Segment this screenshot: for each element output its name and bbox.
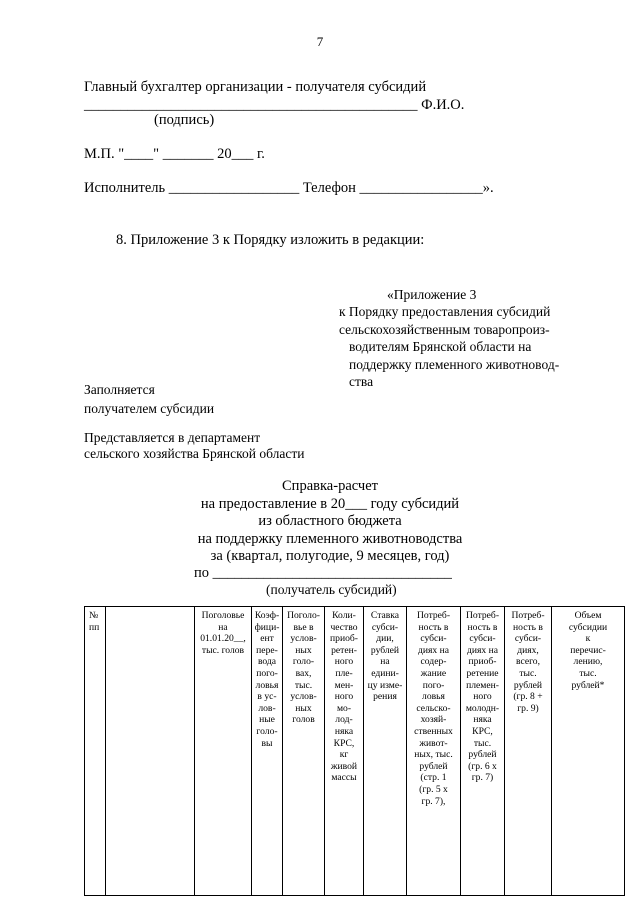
header-cell-line: рублей xyxy=(419,760,448,772)
header-cell-line: дии, xyxy=(376,633,394,645)
title-line: на предоставление в 20___ году субсидий xyxy=(200,495,460,512)
header-cell-line: 01.01.20__, xyxy=(200,633,246,645)
title-line: Справка-расчет xyxy=(282,478,378,494)
header-cell-line: (гр. 8 + xyxy=(513,691,543,703)
recipient-line: по _________________________________ xyxy=(194,565,452,581)
header-cell-line: пого- xyxy=(422,679,445,691)
header-cell-rate xyxy=(364,607,407,896)
header-cell-line: живой xyxy=(330,760,358,772)
header-cell-line: тыс. xyxy=(294,679,313,691)
filled-by-line: Заполняется xyxy=(84,382,155,397)
header-cell-line: племен- xyxy=(466,679,499,691)
filled-by-line: получателем субсидии xyxy=(84,401,215,416)
appendix-line: ства xyxy=(349,374,374,390)
header-cell-line: няка xyxy=(473,714,492,726)
header-cell-line: едини- xyxy=(371,667,399,679)
header-cell-line: ного xyxy=(473,691,492,703)
header-cell-line: ных, тыс. xyxy=(414,749,453,761)
header-cell-line: тыс. xyxy=(519,667,537,679)
header-cell-line: ных xyxy=(295,644,312,656)
header-cell-line: на xyxy=(380,656,390,668)
header-cell-name xyxy=(106,607,195,896)
header-cell-line: рублей xyxy=(468,749,497,761)
submitted-to-line: Представляется в департамент xyxy=(84,430,261,445)
header-cell-line: субси- xyxy=(514,633,542,645)
header-cell-line: Объем xyxy=(574,610,602,621)
header-cell-conditional-heads xyxy=(283,607,325,896)
page-number: 7 xyxy=(316,34,324,49)
submitted-to-note xyxy=(84,430,304,461)
header-cell-line: Поголо- xyxy=(287,610,320,621)
header-cell-livestock xyxy=(195,607,252,896)
header-cell-line: ственных xyxy=(414,725,453,737)
header-cell-number xyxy=(85,607,106,896)
header-cell-line: пп xyxy=(89,621,100,633)
header-cell-line: диях на xyxy=(466,644,499,656)
header-cell-line: Коли- xyxy=(332,610,356,621)
title-line: из областного бюджета xyxy=(258,513,402,530)
title-line: на поддержку племенного животноводства xyxy=(197,530,463,547)
header-cell-line: содер- xyxy=(420,656,447,668)
header-cell-line: вы xyxy=(261,737,273,749)
header-cell-line: субси- xyxy=(469,633,496,645)
header-cell-line: на xyxy=(218,621,228,633)
header-cell-line: (гр. 5 х xyxy=(419,783,448,795)
header-cell-line: мо- xyxy=(336,702,352,714)
header-cell-line: вода xyxy=(257,656,277,668)
header-cell-line: пере- xyxy=(256,644,278,656)
header-cell-line: рублей xyxy=(370,644,400,656)
header-cell-need-total xyxy=(505,607,552,896)
signature-caption: (подпись) xyxy=(154,112,215,128)
header-cell-line: в ус- xyxy=(257,691,277,703)
header-cell-line: няка xyxy=(334,725,354,737)
header-cell-line: пого- xyxy=(256,667,278,679)
title-line: за (квартал, полугодие, 9 месяцев, год) xyxy=(210,548,450,565)
header-cell-line: (стр. 1 xyxy=(420,772,447,784)
header-cell-line: Поголовье xyxy=(201,610,245,621)
header-cell-line: ретен- xyxy=(331,644,357,656)
header-cell-line: всего, xyxy=(516,656,540,668)
header-cell-transfer-volume xyxy=(552,607,625,896)
stamp-date-line: М.П. "____" _______ 20___ г. xyxy=(84,146,265,162)
header-cell-line: услов- xyxy=(290,691,317,703)
header-cell-line: тыс. xyxy=(579,667,597,679)
chief-accountant-label: Главный бухгалтер организации - получателя субсидий xyxy=(84,79,427,95)
header-cell-line: ность в xyxy=(418,621,449,633)
header-cell-need-purchase xyxy=(461,607,505,896)
executor-phone-line: Исполнитель __________________ Телефон _________________». xyxy=(84,180,494,196)
header-cell-line: ент xyxy=(260,633,274,645)
header-cell-line: ловья xyxy=(422,691,445,703)
header-cell-line: ного xyxy=(334,656,354,668)
header-cell-line: диях на xyxy=(417,644,450,656)
header-cell-line: Потреб- xyxy=(416,610,451,621)
calculation-table xyxy=(84,606,625,896)
recipient-caption: (получатель субсидий) xyxy=(266,582,397,597)
header-cell-line: диях, xyxy=(517,644,539,656)
appendix-line: сельскохозяйственным товаропроиз- xyxy=(339,321,550,337)
header-cell-purchased-weight xyxy=(325,607,364,896)
document-title xyxy=(130,478,530,566)
header-cell-line: тыс. голов xyxy=(201,644,245,656)
filled-by-note xyxy=(84,380,214,418)
header-cell-line: Коэф- xyxy=(254,610,280,621)
header-cell-line: кг xyxy=(339,749,349,761)
header-cell-line: мен- xyxy=(334,679,354,691)
header-cell-line: живот- xyxy=(419,737,448,749)
header-cell-line: (гр. 6 х xyxy=(468,760,497,772)
header-cell-need-maintenance xyxy=(407,607,461,896)
header-cell-line: ность в xyxy=(513,621,543,633)
amendment-text: 8. Приложение 3 к Порядку изложить в редакции: xyxy=(116,232,425,248)
header-cell-line: гр. 7), xyxy=(421,795,446,807)
header-cell-line: к xyxy=(585,633,591,645)
appendix-line: к Порядку предоставления субсидий xyxy=(339,304,551,320)
header-cell-line: чество xyxy=(330,621,358,633)
header-cell-line: ретение xyxy=(466,667,499,679)
appendix-line: водителям Брянской области на xyxy=(349,339,532,355)
header-cell-line: жание xyxy=(420,667,447,679)
header-cell-line: фици- xyxy=(254,621,280,633)
header-cell-line: тыс. xyxy=(473,737,492,749)
appendix-line: «Приложение 3 xyxy=(387,287,477,302)
header-cell-line: голо- xyxy=(292,656,315,668)
submitted-to-line: сельского хозяйства Брянской области xyxy=(84,445,305,461)
header-cell-line: вье в xyxy=(293,621,314,633)
header-cell-line: Потреб- xyxy=(511,610,545,621)
header-cell-line: гр. 7) xyxy=(471,772,494,784)
header-cell-line: Потреб- xyxy=(465,610,500,621)
header-cell-line: лов- xyxy=(258,702,276,714)
header-cell-line: № xyxy=(89,610,99,621)
header-cell-line: ного xyxy=(334,691,354,703)
header-cell-line: лод- xyxy=(335,714,353,726)
header-cell-line: приоб- xyxy=(468,656,497,668)
header-cell-line: ность в xyxy=(467,621,498,633)
header-cell-line: пле- xyxy=(335,667,353,679)
header-cell-line: услов- xyxy=(290,633,317,645)
header-cell-line: рублей xyxy=(513,679,543,691)
header-cell-line: рублей* xyxy=(571,679,605,691)
header-cell-line: голо- xyxy=(256,725,278,737)
header-cell-line: цу изме- xyxy=(367,679,403,691)
appendix-line: поддержку племенного животновод- xyxy=(349,356,560,372)
header-cell-line: гр. 9) xyxy=(517,702,539,714)
header-cell-line: перечис- xyxy=(570,644,606,656)
header-cell-line: ных xyxy=(295,702,312,714)
header-cell-coefficient xyxy=(252,607,283,896)
header-cell-line: рения xyxy=(373,691,397,703)
header-cell-line: приоб- xyxy=(330,633,358,645)
header-cell-line: субси- xyxy=(420,633,447,645)
header-cell-line: массы xyxy=(331,772,357,784)
header-cell-line: голов xyxy=(292,714,315,726)
fio-line: ______________________________________________ Ф.И.О. xyxy=(84,97,465,113)
header-cell-line: Ставка xyxy=(370,610,400,621)
appendix-header xyxy=(339,286,589,390)
header-cell-line: КРС, xyxy=(333,737,355,749)
header-cell-line: хозяй- xyxy=(420,714,447,726)
header-cell-line: субсидии xyxy=(568,621,608,633)
header-cell-line: ные xyxy=(259,714,275,726)
header-cell-line: ловья xyxy=(255,679,279,691)
header-cell-line: сельско- xyxy=(416,702,451,714)
header-cell-line: КРС, xyxy=(472,725,493,737)
header-cell-line: лению, xyxy=(573,656,603,668)
header-cell-line: вах, xyxy=(295,667,312,679)
header-cell-line: субси- xyxy=(371,621,399,633)
header-cell-line: молодн- xyxy=(465,702,500,714)
